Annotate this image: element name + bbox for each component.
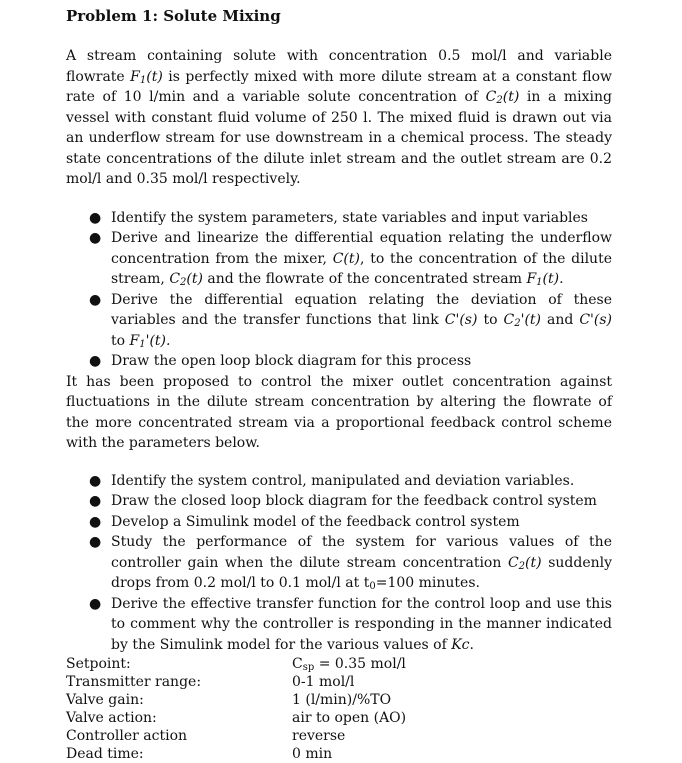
bullet-icon: ● [89, 230, 102, 246]
var-c2: $C_2(t)$ [485, 89, 520, 106]
bullet-icon: ● [89, 209, 102, 226]
list-item: ● Study the performance of the system for various values of the controller gain when the dilute stream concentration $C_2(t)$ suddenly drops from 0.2 mol/l to 0.1 mol/l at $t_0=100$ minutes. [89, 534, 613, 592]
list-item: ● Draw the closed loop block diagram for the feedback control system [89, 491, 612, 512]
intro-text-a: A stream containing solute with concentration 0.5 mol/l and variable flowrate [66, 48, 612, 85]
parameter-table [66, 655, 612, 763]
param-value: 0-1 mol/l [292, 674, 355, 690]
param-label: Valve gain: [66, 692, 144, 708]
intro-paragraph [66, 46, 612, 190]
bullet-icon: ● [89, 353, 102, 369]
param-value: reverse [292, 728, 346, 744]
bullet-icon: ● [89, 513, 102, 530]
list-item: ● Identify the system control, manipulated and deviation variables. [89, 471, 612, 492]
task-list-open-loop [66, 208, 612, 372]
control-paragraph: It has been proposed to control the mixer outlet concentration against fluctuations in the dilute stream concentration by altering the flowrate of the more concentrated stream via a proportional feedback control scheme with the parameters below. [66, 373, 612, 451]
bullet-icon: ● [89, 291, 102, 308]
list-item: ● Identify the system parameters, state variables and input variables [89, 208, 612, 229]
param-value: $C_{sp} = 0.35$ mol/l [292, 656, 406, 673]
param-value: 0 min [292, 746, 333, 762]
param-label: Dead time: [66, 746, 144, 762]
var-f1: $F_1(t)$ [130, 68, 163, 86]
param-value: air to open (AO) [292, 710, 407, 726]
list-item: ● Draw the open loop block diagram for this process [89, 351, 612, 372]
intro-text-b: is perfectly mixed with more dilute stream at a constant flow rate of 10 l/min and a variable solute concentration of [66, 68, 612, 105]
task-list-closed-loop [66, 471, 612, 656]
bullet-icon: ● [89, 534, 102, 550]
list-item: ● Develop a Simulink model of the feedback control system [89, 512, 612, 533]
document-page [66, 6, 612, 763]
list-item: ● Derive the effective transfer function for the control loop and use this to comment why the controller is responding in the manner indicated by the Simulink model for the various values of Kc. [89, 595, 612, 653]
param-value: 1 (l/min)/%TO [292, 692, 392, 708]
list-item: ● Derive and linearize the differential equation relating the underflow concentration from the mixer, C(t), to the concentration of the dilute stream, $C_2(t)$ and the flowrate of the concentrated stream $F_1(t)$. [89, 230, 612, 288]
intro-text-c: in a mixing vessel with constant fluid volume of 250 l. The mixed fluid is drawn out via an underflow stream for use downstream in a chemical process. The steady state concentrations of the dilute inlet stream and the outlet stream are 0.2 mol/l and 0.35 mol/l respectively. [66, 89, 613, 187]
bullet-icon: ● [89, 595, 102, 612]
param-label: Setpoint: [66, 656, 131, 672]
param-label: Controller action [66, 728, 188, 744]
list-item: ● Derive the differential equation relating the deviation of these variables and the transfer functions that link C'(s) to $C_2'(t)$ and C'(s) to $F_1'(t)$. [89, 291, 612, 350]
param-label: Transmitter range: [66, 674, 202, 690]
param-label: Valve action: [66, 710, 157, 726]
problem-title: Problem 1: Solute Mixing [66, 7, 281, 25]
bullet-icon: ● [89, 493, 102, 509]
bullet-icon: ● [89, 472, 102, 489]
